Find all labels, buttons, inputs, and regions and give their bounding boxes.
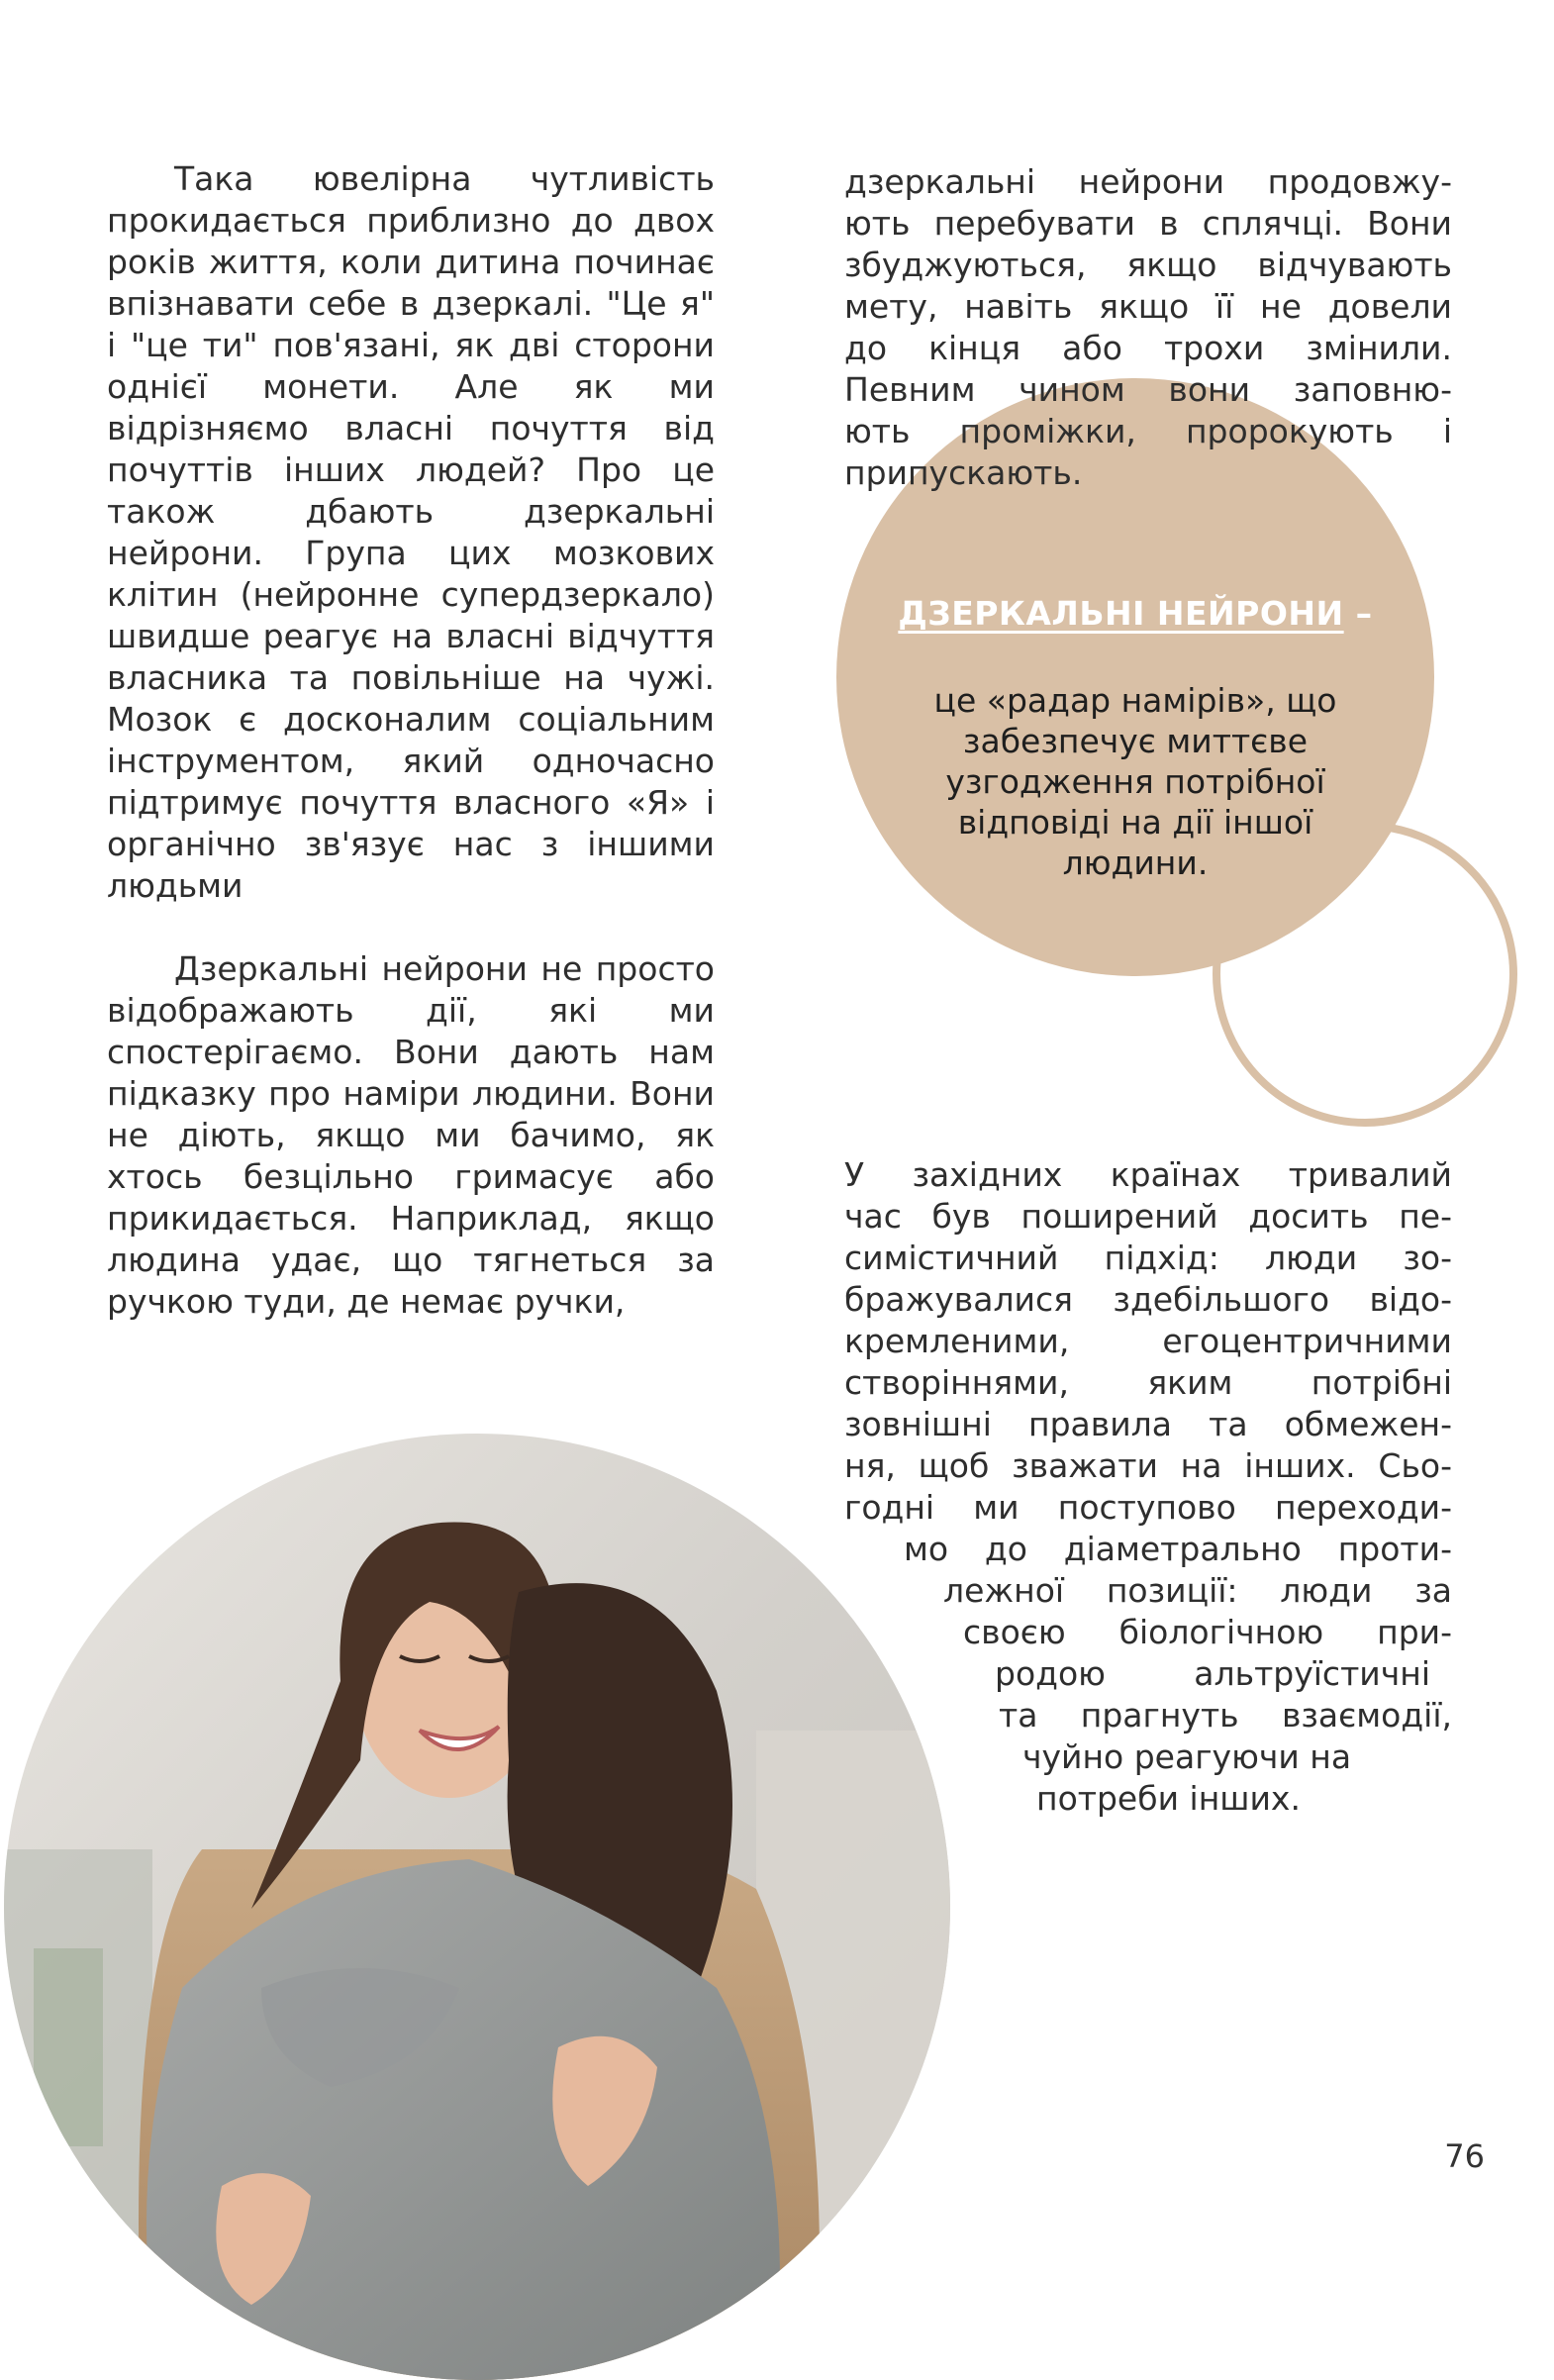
text-line: та прагнуть взаємодії,: [999, 1696, 1452, 1735]
text-line: мо до діаметрально проти-: [904, 1530, 1452, 1568]
text-line: час був поширений досить пе-: [844, 1197, 1452, 1236]
text-line: ня, щоб зважати на інших. Сьо-: [844, 1446, 1452, 1485]
text-line: У західних країнах тривалий: [844, 1155, 1452, 1194]
right-column-top: [844, 161, 1452, 494]
text-line: зовнішні правила та обмежен-: [844, 1405, 1452, 1443]
right-column-bottom: [844, 1154, 1452, 1820]
text-line: лежної позиції: люди за: [943, 1571, 1452, 1610]
text-line: чуйно реагуючи на: [1022, 1737, 1352, 1776]
two-women-hugging-photo: [4, 1434, 950, 2380]
callout-title: ДЗЕРКАЛЬНІ НЕЙРОНИ –: [898, 594, 1373, 633]
text-line: симістичний підхід: люди зо-: [844, 1239, 1452, 1277]
text-line: ють перебувати в сплячці. Вони: [844, 204, 1452, 243]
text-line: потреби інших.: [1036, 1779, 1301, 1818]
text-line: своєю біологічною при-: [963, 1613, 1452, 1651]
text-line: дзеркальні нейрони продовжу-: [844, 162, 1452, 201]
text-line: збуджуються, якщо відчувають: [844, 246, 1452, 284]
left-column: [107, 158, 715, 1323]
paragraph-mirror-sensitivity: Така ювелірна чутливість прокидається приблизно до двох років життя, коли дитина починає впізнавати себе в дзеркалі. "Це я" і "це ти" пов'язані, як дві сторони однієї монети. Але як ми відрізняємо власні почуття від почуттів інших людей? Про це також дбають дзеркальні нейрони. Група цих мозкових клітин (нейронне супердзеркало) швидше реагує на власні відчуття власника та повільніше на чужі. Мозок є досконалим соціальним інструментом, який одночасно підтримує почуття власного «Я» і органічно зв'язує нас з іншими людьми: [107, 159, 715, 905]
callout-body: це «радар намірів», що забезпечує миттєве узгодження потрібної відповіді на дії іншої людини.: [933, 681, 1337, 882]
page-number: 76: [1444, 2137, 1485, 2175]
text-line: до кінця або трохи змінили.: [844, 329, 1452, 367]
text-line: родою альтруїстичні: [995, 1654, 1430, 1693]
paragraph-mirror-intentions: Дзеркальні нейрони не просто відображають дії, які ми спостерігаємо. Вони дають нам підказку про наміри людини. Вони не діють, якщо ми бачимо, як хтось безцільно гримасує або прикидається. Наприклад, якщо людина удає, що тягнеться за ручкою туди, де немає ручки,: [107, 949, 715, 1321]
text-line: кремленими, егоцентричними: [844, 1322, 1452, 1360]
text-line: ють проміжки, пророкують і: [844, 412, 1452, 450]
text-line: припускають.: [844, 453, 1083, 492]
text-line: бражувалися здебільшого відо-: [844, 1280, 1452, 1319]
text-line: створіннями, яким потрібні: [844, 1363, 1452, 1402]
text-line: Певним чином вони заповню-: [844, 370, 1452, 409]
text-line: годні ми поступово переходи-: [844, 1488, 1452, 1527]
text-line: мету, навіть якщо її не довели: [844, 287, 1452, 326]
definition-callout: [861, 594, 1409, 883]
